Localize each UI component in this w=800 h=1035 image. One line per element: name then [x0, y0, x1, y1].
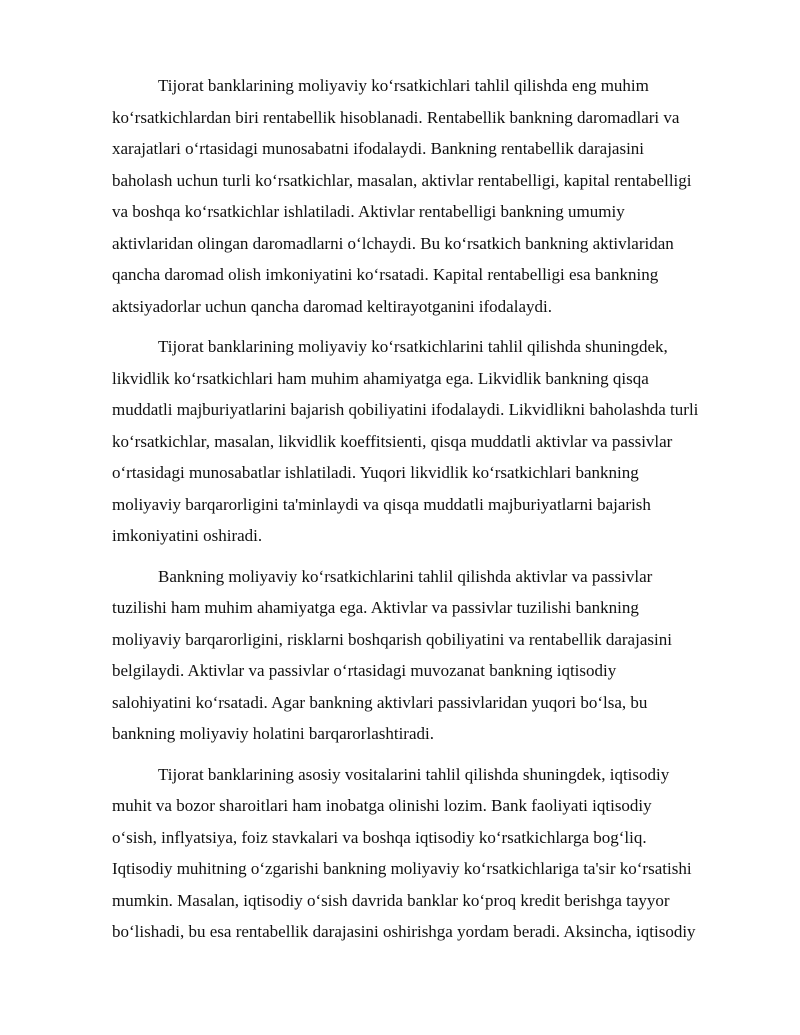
text-line: o‘sish, inflyatsiya, foiz stavkalari va boshqa iqtisodiy ko‘rsatkichlarga bog‘liq.	[112, 827, 647, 847]
text-line: Tijorat banklarining moliyaviy ko‘rsatkichlarini tahlil qilishda shuningdek,	[158, 337, 668, 356]
text-line: qancha daromad olish imkoniyatini ko‘rsatadi. Kapital rentabelligi esa bankning	[112, 265, 659, 284]
text-line: muhit va bozor sharoitlari ham inobatga olinishi lozim. Bank faoliyati iqtisodiy	[112, 796, 652, 815]
text-line: aktsiyadorlar uchun qancha daromad keltirayotganini ifodalaydi.	[112, 296, 552, 316]
text-line: Tijorat banklarining moliyaviy ko‘rsatkichlari tahlil qilishda eng muhim	[158, 76, 649, 95]
text-line: Bankning moliyaviy ko‘rsatkichlarini tahlil qilishda aktivlar va passivlar	[158, 566, 653, 586]
text-line: moliyaviy barqarorligini ta'minlaydi va qisqa muddatli majburiyatlarni bajarish	[112, 494, 651, 514]
text-line: bo‘lishadi, bu esa rentabellik darajasini oshirishga yordam beradi. Aksincha, iqtisodiy	[112, 922, 696, 941]
text-line: xarajatlari o‘rtasidagi munosabatni ifodalaydi. Bankning rentabellik darajasini	[112, 139, 645, 158]
text-line: likvidlik ko‘rsatkichlari ham muhim ahamiyatga ega. Likvidlik bankning qisqa	[112, 368, 649, 388]
text-line: muddatli majburiyatlarini bajarish qobiliyatini ifodalaydi. Likvidlikni baholashda turli	[112, 400, 699, 419]
text-line: Tijorat banklarining asosiy vositalarini tahlil qilishda shuningdek, iqtisodiy	[158, 764, 670, 784]
text-line: Iqtisodiy muhitning o‘zgarishi bankning moliyaviy ko‘rsatkichlariga ta'sir ko‘rsatishi	[112, 859, 692, 878]
text-line: ko‘rsatkichlardan biri rentabellik hisoblanadi. Rentabellik bankning daromadlari va	[112, 107, 680, 127]
paragraph-profitability	[112, 70, 742, 322]
paragraph-assets-liabilities	[112, 561, 742, 750]
text-line: baholash uchun turli ko‘rsatkichlar, masalan, aktivlar rentabelligi, kapital rentabelligi	[112, 170, 692, 190]
text-line: o‘rtasidagi munosabatlar ishlatiladi. Yuqori likvidlik ko‘rsatkichlari bankning	[112, 463, 639, 482]
text-line: salohiyatini ko‘rsatadi. Agar bankning aktivlari passivlaridan yuqori bo‘lsa, bu	[112, 692, 648, 712]
text-line: belgilaydi. Aktivlar va passivlar o‘rtasidagi muvozanat bankning iqtisodiy	[112, 661, 617, 680]
text-line: moliyaviy barqarorligini, risklarni boshqarish qobiliyatini va rentabellik darajasini	[112, 629, 672, 649]
text-line: imkoniyatini oshiradi.	[112, 526, 263, 545]
document-body	[112, 70, 742, 957]
text-line: va boshqa ko‘rsatkichlar ishlatiladi. Aktivlar rentabelligi bankning umumiy	[112, 202, 625, 221]
text-line: tuzilishi ham muhim ahamiyatga ega. Aktivlar va passivlar tuzilishi bankning	[112, 598, 639, 617]
text-line: ko‘rsatkichlar, masalan, likvidlik koeffitsienti, qisqa muddatli aktivlar va passivlar	[112, 431, 673, 451]
text-line: mumkin. Masalan, iqtisodiy o‘sish davrida banklar ko‘proq kredit berishga tayyor	[112, 890, 670, 910]
text-line: bankning moliyaviy holatini barqarorlashtiradi.	[112, 724, 434, 743]
paragraph-economic-environment	[112, 759, 742, 948]
paragraph-liquidity	[112, 331, 742, 552]
text-line: aktivlaridan olingan daromadlarni o‘lchaydi. Bu ko‘rsatkich bankning aktivlaridan	[112, 233, 674, 253]
